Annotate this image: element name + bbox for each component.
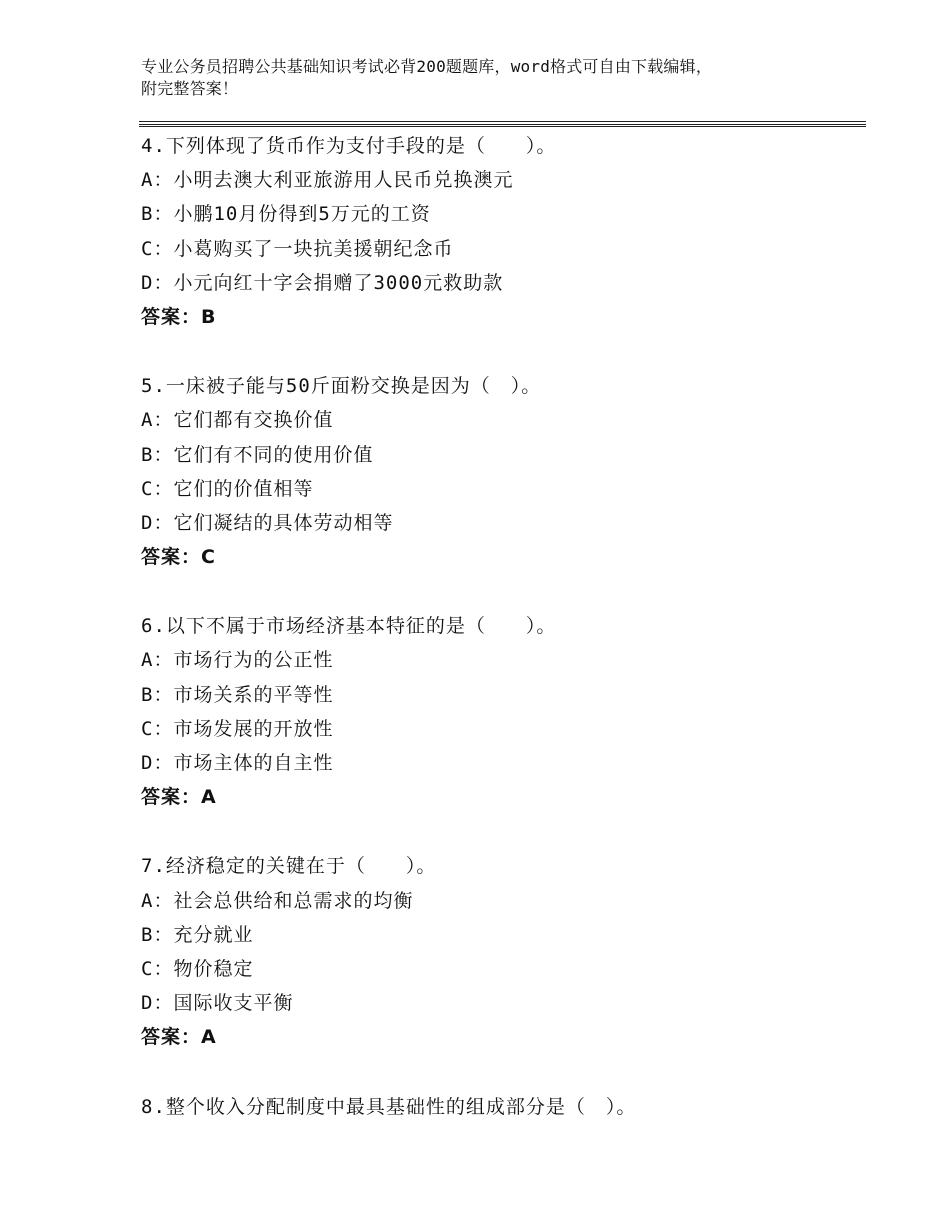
option-b: B：小鹏10月份得到5万元的工资: [141, 203, 431, 226]
option-d: D：它们凝结的具体劳动相等: [141, 511, 394, 534]
option-a: A：市场行为的公正性: [141, 649, 334, 672]
question-5: [141, 369, 866, 574]
header-divider: [139, 121, 866, 122]
question-7: [141, 849, 866, 1054]
header-divider: [139, 124, 866, 125]
answer-line: 答案：B: [141, 305, 217, 328]
question-list: [141, 129, 866, 1159]
option-b: B：它们有不同的使用价值: [141, 443, 374, 466]
header-line-1: 专业公务员招聘公共基础知识考试必背200题题库，word格式可自由下载编辑，: [141, 57, 713, 76]
option-a: A：它们都有交换价值: [141, 409, 334, 432]
answer-line: 答案：A: [141, 786, 217, 809]
answer-line: 答案：C: [141, 546, 216, 569]
option-b: B：充分就业: [141, 923, 254, 946]
question-stem: 6.以下不属于市场经济基本特征的是（ ）。: [141, 615, 557, 638]
question-stem: 7.经济稳定的关键在于（ ）。: [141, 855, 437, 878]
option-d: D：小元向红十字会捐赠了3000元救助款: [141, 271, 504, 294]
option-d: D：市场主体的自主性: [141, 752, 334, 774]
question-8: [141, 1090, 866, 1124]
option-c: C：小葛购买了一块抗美援朝纪念币: [141, 237, 454, 260]
question-stem: 4.下列体现了货币作为支付手段的是（ ）。: [141, 135, 557, 157]
option-c: C：市场发展的开放性: [141, 717, 334, 740]
question-stem: 5.一床被子能与50斤面粉交换是因为（ ）。: [141, 375, 542, 398]
question-6: [141, 609, 866, 814]
option-c: C：它们的价值相等: [141, 477, 314, 500]
answer-line: 答案：A: [141, 1026, 217, 1049]
option-a: A：小明去澳大利亚旅游用人民币兑换澳元: [141, 169, 514, 192]
question-stem: 8.整个收入分配制度中最具基础性的组成部分是（ ）。: [141, 1095, 637, 1118]
option-c: C：物价稳定: [141, 957, 254, 980]
option-a: A：社会总供给和总需求的均衡: [141, 889, 414, 912]
question-4: [141, 129, 866, 334]
option-d: D：国际收支平衡: [141, 992, 294, 1015]
header-line-2: 附完整答案！: [141, 79, 239, 98]
option-b: B：市场关系的平等性: [141, 683, 334, 706]
header-divider: [139, 126, 866, 127]
document-header: [141, 56, 841, 100]
